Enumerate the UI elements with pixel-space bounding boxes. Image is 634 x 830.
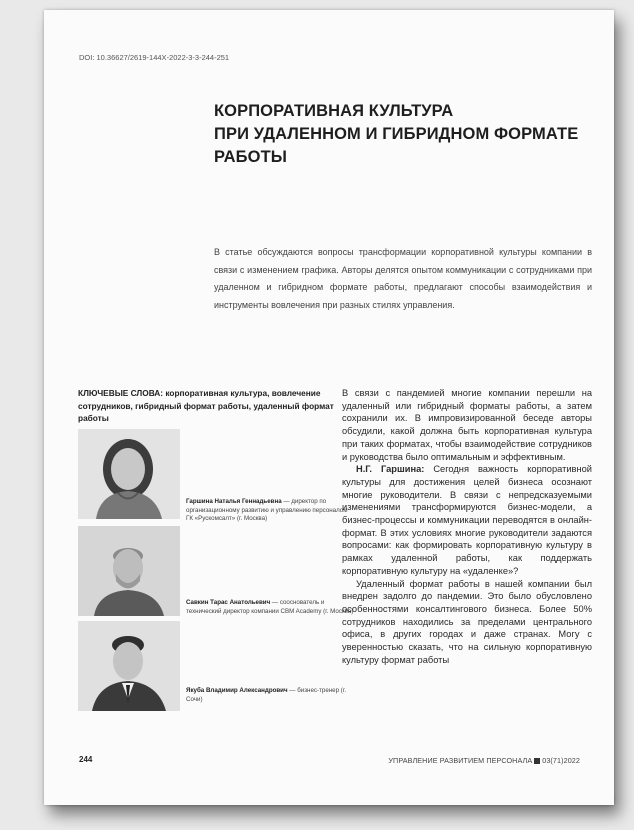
abstract: В статье обсуждаются вопросы трансформации корпоративной культуры компании в связи с изменением графика. Авторы делятся опытом коммуникации с сотрудниками при удаленном и гибридном формате работы, предлагают способы взаимодействия и инструменты вовлечения при разных стилях управления. <box>214 247 592 310</box>
doi: DOI: 10.36627/2619-144X-2022-3-3-244-251 <box>79 53 230 62</box>
paragraph-text: Сегодня важность корпоративной культуры для достижения целей бизнеса осознают многие руководители. В связи с непредсказуемыми изменениями трансформируются бизнес-модели, а бизнес-процессы и коммуникации переводятся в онлайн-формат. В этих условиях многие руководители задаются вопросами: как формировать корпоративную культуру в рамках удаленной работы, как поддержать корпоративную культуру на «удаленке»? <box>342 464 592 576</box>
body-paragraph <box>342 463 592 577</box>
square-icon <box>534 758 540 764</box>
title-line: РАБОТЫ <box>214 148 287 166</box>
author-caption-garshina <box>186 498 356 524</box>
title-line: ПРИ УДАЛЕННОМ И ГИБРИДНОМ ФОРМАТЕ <box>214 125 579 143</box>
journal-footer <box>388 756 580 765</box>
author-desc: — бизнес-тренер (г. Сочи) <box>186 687 347 703</box>
author-photo-savkin <box>78 526 180 616</box>
body-paragraph: Удаленный формат работы в нашей компании был внедрен задолго до пандемии. Это было обусловлено особенностями консалтингового бизнеса. Более 50% сотрудников находились за пределами центрального офиса, в других городах и даже странах. Могу с уверенностью сказать, что на сильную корпоративную культуру формат работы <box>342 578 592 665</box>
author-name: Гаршина Наталья Геннадьевна <box>186 498 282 505</box>
keywords-label: КЛЮЧЕВЫЕ СЛОВА: <box>78 388 164 398</box>
author-name: Якуба Владимир Александрович <box>186 687 288 694</box>
author-caption-yakuba <box>186 687 356 704</box>
author-photo-garshina <box>78 429 180 519</box>
article-body <box>342 387 592 666</box>
author-photo-yakuba <box>78 621 180 711</box>
keywords <box>78 387 343 425</box>
author-name: Савкин Тарас Анатольевич <box>186 599 271 606</box>
journal-name: УПРАВЛЕНИЕ РАЗВИТИЕМ ПЕРСОНАЛА <box>388 756 533 765</box>
keywords-text: корпоративная культура, вовлечение сотрудников, гибридный формат работы, удаленный формат работы <box>78 388 334 423</box>
body-paragraph: В связи с пандемией многие компании перешли на удаленный или гибридный форматы работы, а затем сохранили их. В импровизированной беседе авторы обсудили, какой должна быть корпоративная культура при таких форматах, чтобы взаимодействие сотрудников и руководства было оптимальным и эффективным. <box>342 388 592 462</box>
article-title <box>214 100 594 169</box>
journal-page <box>44 10 614 805</box>
page-number: 244 <box>79 755 93 764</box>
title-line: КОРПОРАТИВНАЯ КУЛЬТУРА <box>214 102 454 120</box>
journal-issue: 03(71)2022 <box>542 756 580 765</box>
author-desc: — директор по организационному развитию и управлению персоналом ГК «Рускомсалт» (г. Москва) <box>186 498 348 523</box>
author-desc: — сооснователь и технический директор компании CBM Academy (г. Москва) <box>186 599 354 615</box>
speaker-name: Н.Г. Гаршина: <box>356 464 425 475</box>
author-caption-savkin <box>186 599 356 616</box>
